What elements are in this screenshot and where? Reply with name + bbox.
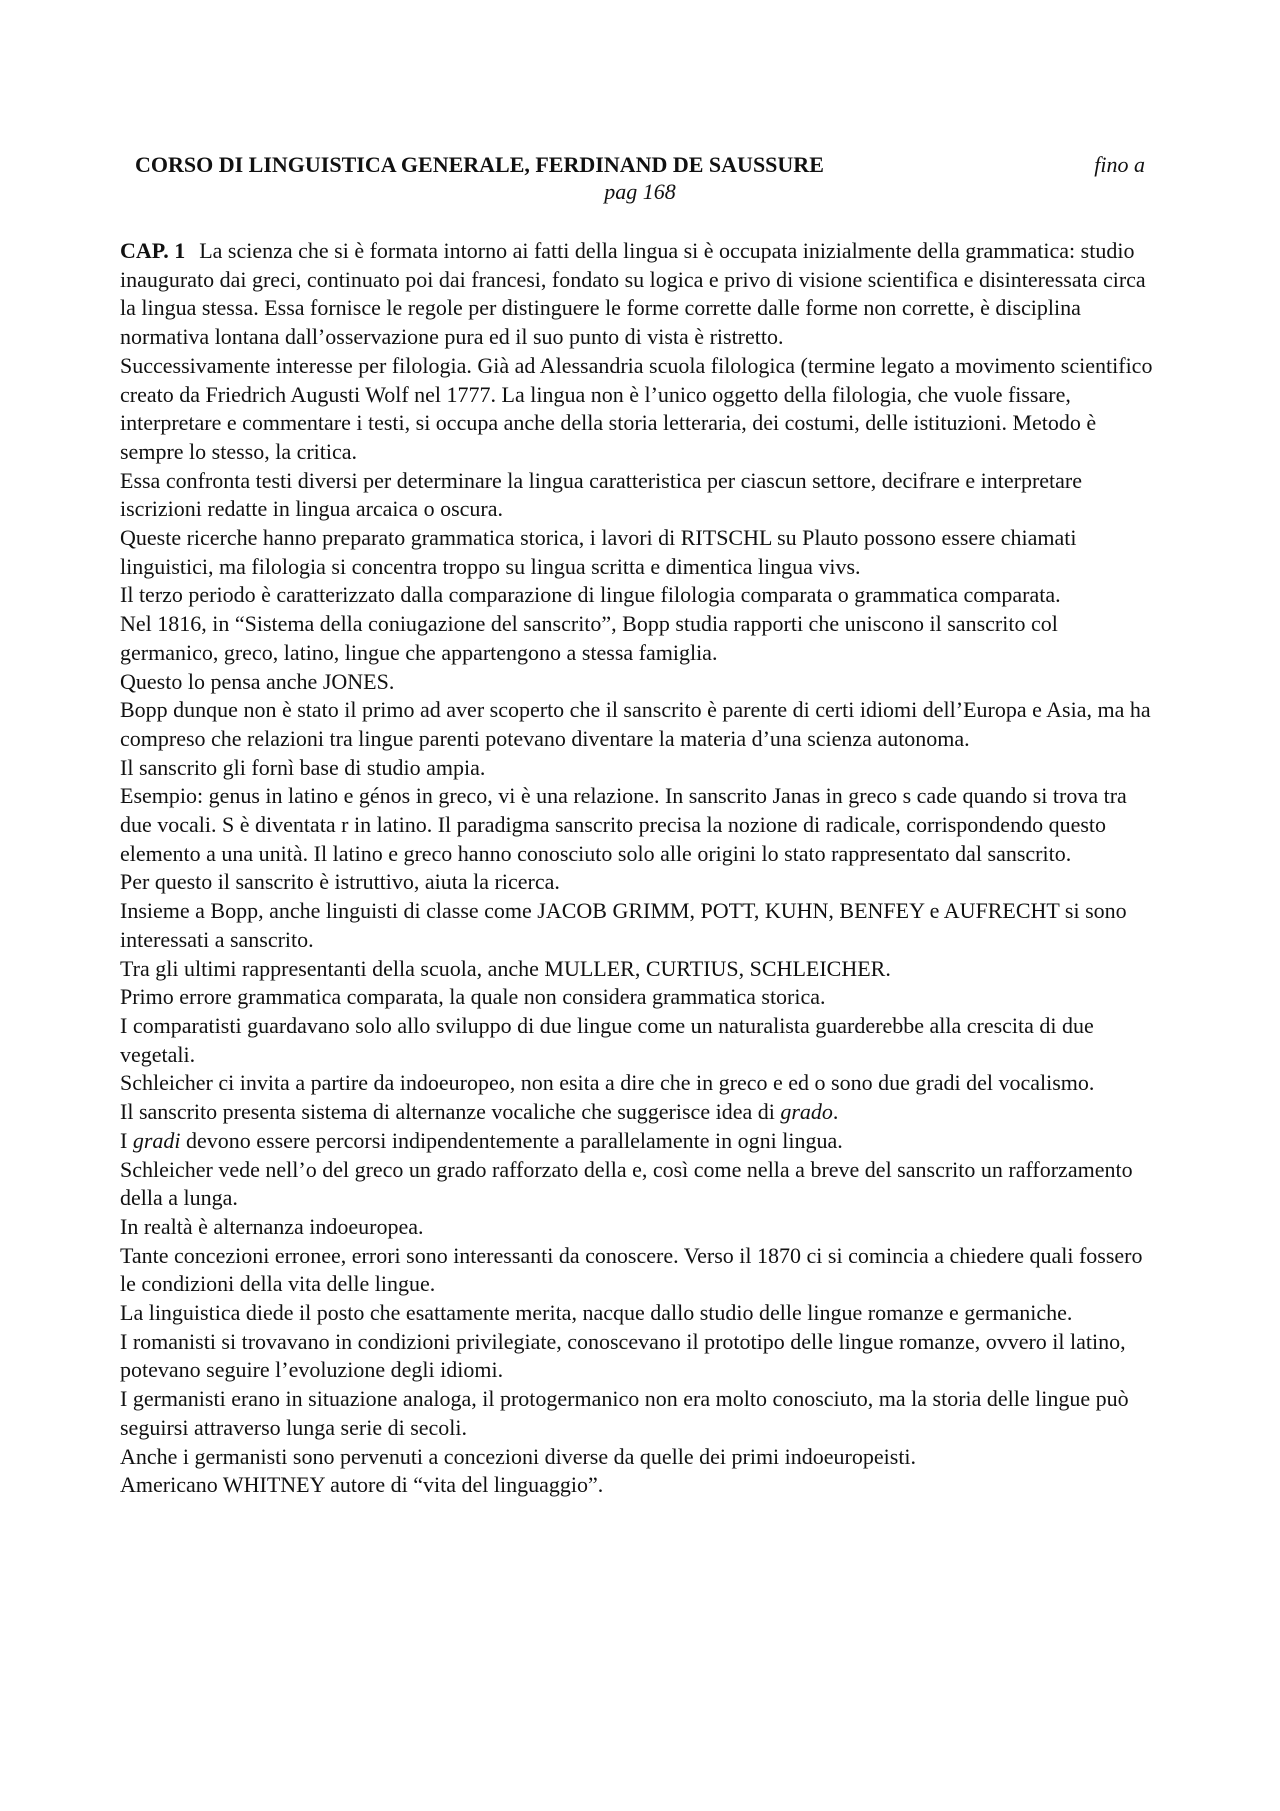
paragraph: Bopp dunque non è stato il primo ad aver scoperto che il sanscrito è parente di certi idiomi dell’Europa e Asia, ma ha compreso che relazioni tra lingue parenti potevano diventare la materia d’una scienza autonoma. [120,697,1151,751]
paragraph: Primo errore grammatica comparata, la quale non considera grammatica storica. [120,984,826,1010]
paragraph: Schleicher vede nell’o del greco un grado rafforzato della e, così come nella a breve del sanscrito un rafforzamento della a lunga. [120,1156,1133,1211]
paragraph: I romanisti si trovavano in condizioni privilegiate, conoscevano il prototipo delle lingue romanze, ovvero il latino, potevano seguire l’evoluzione degli idiomi. [120,1328,1126,1383]
paragraph-text: devono essere percorsi indipendentemente a parallelamente in ogni lingua. [180,1127,843,1153]
page-range-page: pag 168 [604,179,676,204]
paragraph [120,1127,1160,1156]
paragraph-text: . [832,1099,839,1125]
emphasis-text: gradi [132,1127,181,1153]
paragraph-text: La scienza che si è formata intorno ai fatti della lingua si è occupata inizialmente della grammatica: studio inaugurato dai greci, continuato poi dai francesi, fondato su logica e privo di visione scientifica e disinteressata circa la lingua stessa. Essa fornisce le regole per distinguere le forme corrette dalle forme non corrette, è disciplina normativa lontana dall’osservazione pura ed il suo punto di vista è ristretto. [120,238,1146,350]
paragraph: Tante concezioni erronee, errori sono interessanti da conoscere. Verso il 1870 ci si comincia a chiedere quali fossero le condizioni della vita delle lingue. [120,1242,1143,1297]
paragraph: La linguistica diede il posto che esattamente merita, nacque dallo studio delle lingue romanze e germaniche. [120,1300,1073,1326]
paragraph: Tra gli ultimi rappresentanti della scuola, anche MULLER, CURTIUS, SCHLEICHER. [120,955,891,981]
chapter-label: CAP. 1 [120,238,186,263]
paragraph: Queste ricerche hanno preparato grammatica storica, i lavori di RITSCHL su Plauto possono essere chiamati linguistici, ma filologia si concentra troppo su lingua scritta e dimentica lingua vivs. [120,525,1077,579]
paragraph: In realtà è alternanza indoeuropea. [120,1213,424,1239]
paragraph-text: I [120,1127,133,1153]
paragraph: Insieme a Bopp, anche linguisti di classe come JACOB GRIMM, POTT, KUHN, BENFEY e AUFRECHT si sono interessati a sanscrito. [120,898,1127,952]
paragraph [120,237,1160,352]
paragraph: Successivamente interesse per filologia. Già ad Alessandria scuola filologica (termine legato a movimento scientifico creato da Friedrich Augusti Wolf nel 1777. La lingua non è l’unico oggetto della filologia, che vuole fissare, interpretare e commentare i testi, si occupa anche della storia letteraria, dei costumi, delle istituzioni. Metodo è sempre lo stesso, la critica. [120,352,1153,464]
paragraph: Esempio: genus in latino e génos in greco, vi è una relazione. In sanscrito Janas in greco s cade quando si trova tra due vocali. S è diventata r in latino. Il paradigma sanscrito precisa la nozione di radicale, corrispondendo questo elemento a una unità. Il latino e greco hanno conosciuto solo alle origini lo stato rappresentato dal sanscrito. [120,783,1127,866]
document-title: CORSO DI LINGUISTICA GENERALE, FERDINAND DE SAUSSURE [135,152,824,177]
paragraph-text: Il sanscrito presenta sistema di alternanze vocaliche che suggerisce idea di [120,1099,781,1125]
paragraph: Questo lo pensa anche JONES. [120,668,395,694]
paragraph: I germanisti erano in situazione analoga, il protogermanico non era molto conosciuto, ma la storia delle lingue può seguirsi attraverso lunga serie di secoli. [120,1386,1129,1440]
paragraph: Americano WHITNEY autore di “vita del linguaggio”. [120,1472,604,1498]
paragraph: Il sanscrito gli fornì base di studio ampia. [120,754,486,780]
paragraph: Anche i germanisti sono pervenuti a concezioni diverse da quelle dei primi indoeuropeisti. [120,1443,917,1469]
paragraph: Per questo il sanscrito è istruttivo, aiuta la ricerca. [120,869,560,895]
paragraph: Il terzo periodo è caratterizzato dalla comparazione di lingue filologia comparata o grammatica comparata. [120,582,1061,608]
paragraph: Nel 1816, in “Sistema della coniugazione del sanscrito”, Bopp studia rapporti che uniscono il sanscrito col germanico, greco, latino, lingue che appartengono a stessa famiglia. [120,611,1058,665]
document-body [120,237,1160,1500]
page-range-prefix: fino a [1094,152,1145,177]
paragraph: Essa confronta testi diversi per determinare la lingua caratteristica per ciascun settore, decifrare e interpretare iscrizioni redatte in lingua arcaica o oscura. [120,467,1083,522]
emphasis-text: grado [780,1099,833,1125]
paragraph: Schleicher ci invita a partire da indoeuropeo, non esita a dire che in greco e ed o sono due gradi del vocalismo. [120,1070,1095,1096]
paragraph: I comparatisti guardavano solo allo sviluppo di due lingue come un naturalista guarderebbe alla crescita di due vegetali. [120,1012,1094,1067]
paragraph [120,1098,1160,1127]
